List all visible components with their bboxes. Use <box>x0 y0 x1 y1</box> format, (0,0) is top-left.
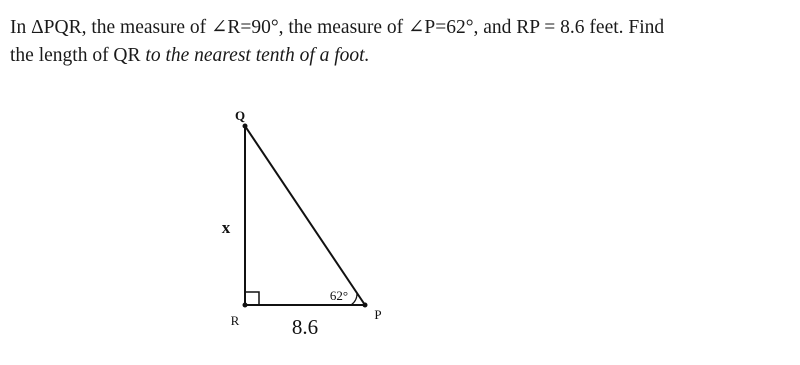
side-qp <box>245 126 365 305</box>
vertex-label-p: P <box>374 307 382 322</box>
vertex-dot-q <box>243 124 248 129</box>
question-line-1: In ΔPQR, the measure of ∠R=90°, the measure of ∠P=62°, and RP = 8.6 feet. Find <box>10 17 665 38</box>
question-line-2-italic: to the nearest tenth of a foot. <box>145 45 370 66</box>
vertex-dot-r <box>243 303 248 308</box>
angle-label-p: 62° <box>329 288 349 303</box>
vertex-dot-p <box>363 303 368 308</box>
question-line-2-prefix: the length of QR <box>10 45 146 66</box>
side-label-rp: 8.6 <box>291 315 319 339</box>
vertex-label-q: Q <box>234 108 246 123</box>
right-angle-marker <box>245 292 259 305</box>
vertex-label-r: R <box>230 313 240 328</box>
angle-arc-p <box>351 293 357 305</box>
side-label-qr: x <box>221 218 231 237</box>
